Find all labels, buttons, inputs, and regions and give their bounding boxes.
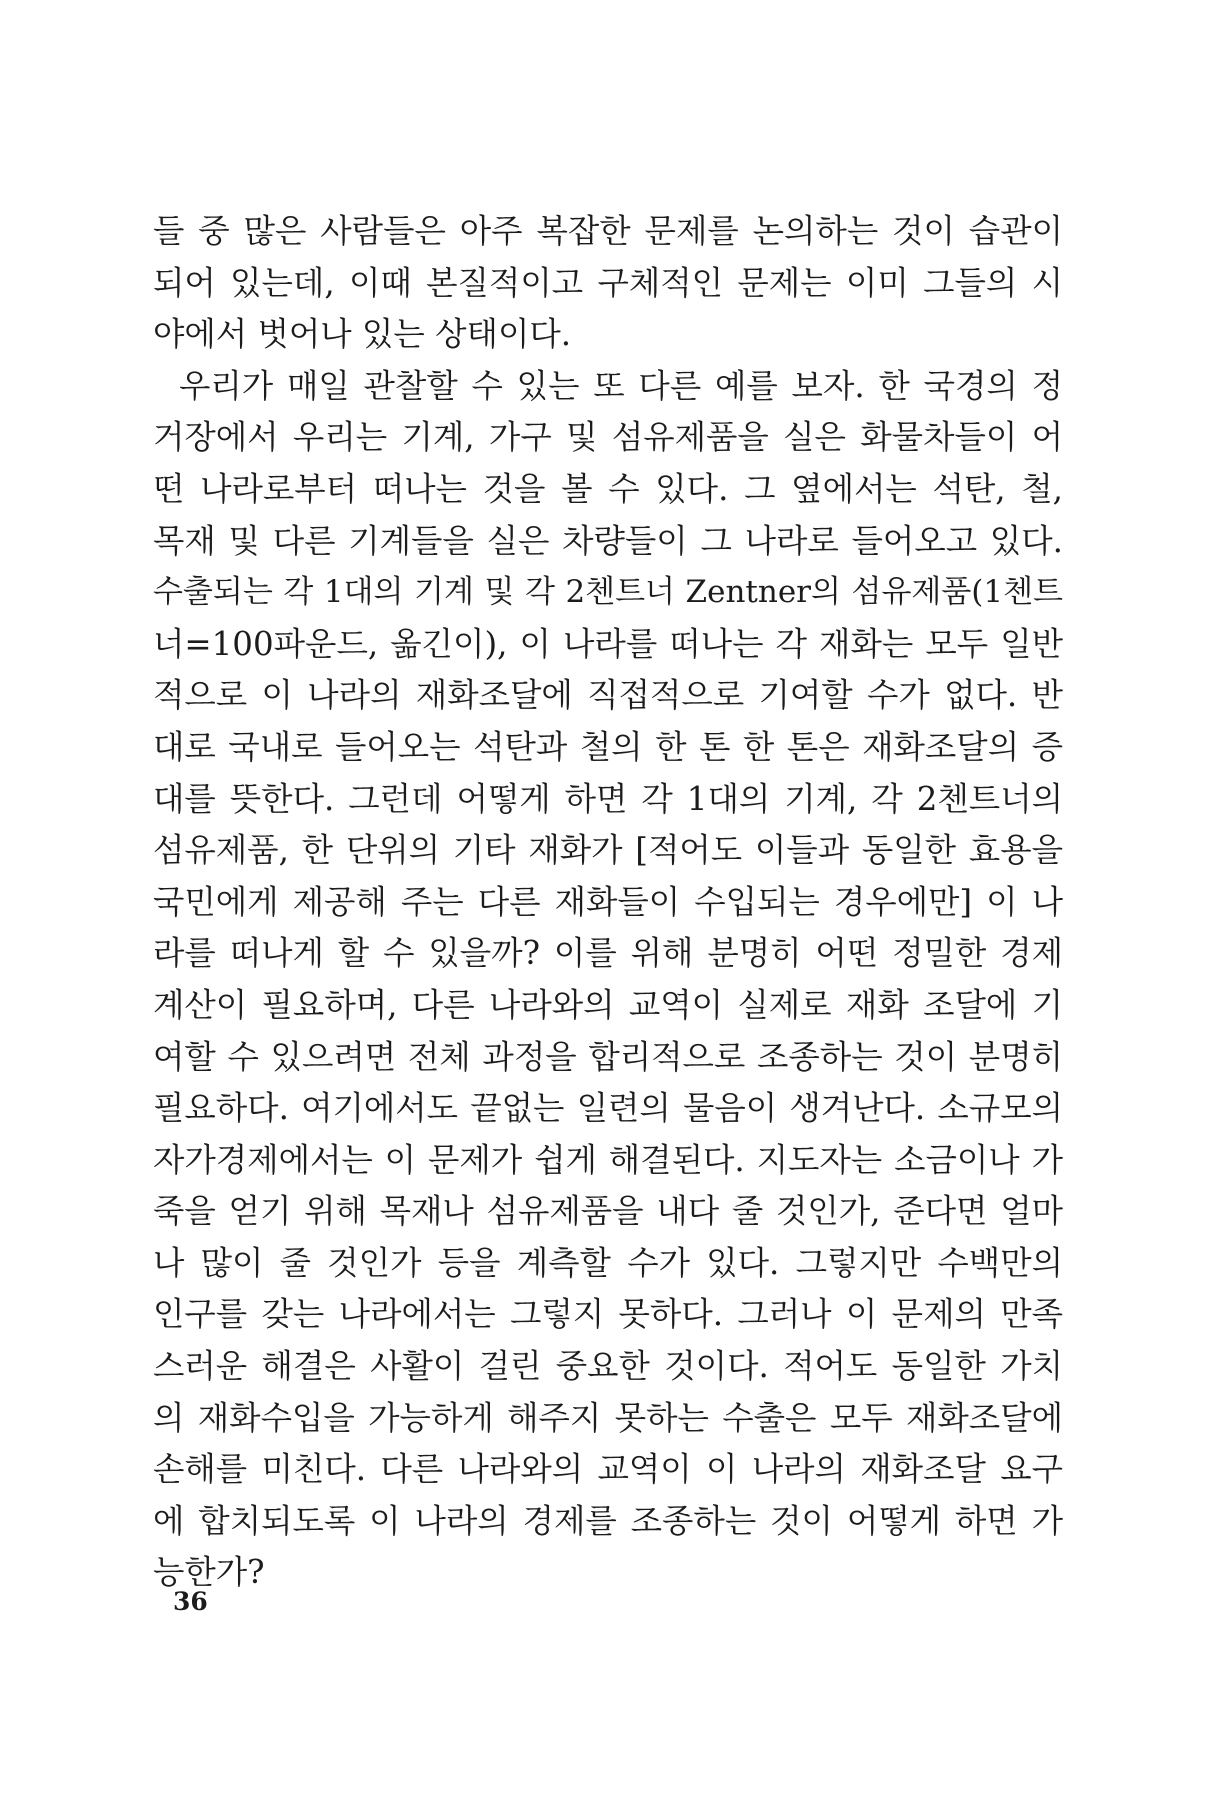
text-line: 적으로 이 나라의 재화조달에 직접적으로 기여할 수가 없다. 반 <box>153 676 1063 715</box>
paragraph-first-line: 우리가 매일 관찰할 수 있는 또 다른 예를 보자. 한 국경의 정 <box>179 366 1063 405</box>
text-line: 야에서 벗어나 있는 상태이다. <box>153 315 572 354</box>
text-line: 대로 국내로 들어오는 석탄과 철의 한 톤 한 톤은 재화조달의 증 <box>153 727 1063 766</box>
text-line: 에 합치되도록 이 나라의 경제를 조종하는 것이 어떻게 하면 가 <box>153 1501 1063 1540</box>
text-line: 대를 뜻한다. 그런데 어떻게 하면 각 1대의 기계, 각 2첸트너의 <box>153 779 1063 818</box>
text-line: 되어 있는데, 이때 본질적이고 구체적인 문제는 이미 그들의 시 <box>153 263 1063 302</box>
text-line: 거장에서 우리는 기계, 가구 및 섬유제품을 실은 화물차들이 어 <box>153 418 1063 457</box>
page-number: 36 <box>173 1587 208 1616</box>
text-line: 자가경제에서는 이 문제가 쉽게 해결된다. 지도자는 소금이나 가 <box>153 1140 1063 1179</box>
text-line: 라를 떠나게 할 수 있을까? 이를 위해 분명히 어떤 정밀한 경제 <box>153 934 1063 973</box>
text-line: 나 많이 줄 것인가 등을 계측할 수가 있다. 그렇지만 수백만의 <box>153 1243 1063 1282</box>
text-line: 여할 수 있으려면 전체 과정을 합리적으로 조종하는 것이 분명히 <box>153 1037 1063 1076</box>
text-line: 섬유제품, 한 단위의 기타 재화가 [적어도 이들과 동일한 효용을 <box>153 831 1063 870</box>
text-line: 죽을 얻기 위해 목재나 섬유제품을 내다 줄 것인가, 준다면 얼마 <box>153 1192 1063 1231</box>
text-line: 손해를 미친다. 다른 나라와의 교역이 이 나라의 재화조달 요구 <box>153 1450 1063 1489</box>
text-line: 필요하다. 여기에서도 끝없는 일련의 물음이 생겨난다. 소규모의 <box>153 1089 1063 1128</box>
text-line: 너=100파운드, 옮긴이), 이 나라를 떠나는 각 재화는 모두 일반 <box>153 624 1063 663</box>
text-line: 스러운 해결은 사활이 걸린 중요한 것이다. 적어도 동일한 가치 <box>153 1347 1063 1386</box>
text-line: 목재 및 다른 기계들을 실은 차량들이 그 나라로 들어오고 있다. <box>153 521 1063 560</box>
text-line: 의 재화수입을 가능하게 해주지 못하는 수출은 모두 재화조달에 <box>153 1398 1063 1437</box>
text-line: 계산이 필요하며, 다른 나라와의 교역이 실제로 재화 조달에 기 <box>153 985 1063 1024</box>
text-line: 들 중 많은 사람들은 아주 복잡한 문제를 논의하는 것이 습관이 <box>153 212 1063 250</box>
text-line: 인구를 갖는 나라에서는 그렇지 못하다. 그러나 이 문제의 만족 <box>153 1295 1063 1334</box>
body-text <box>153 206 1063 1599</box>
text-line: 떤 나라로부터 떠나는 것을 볼 수 있다. 그 옆에서는 석탄, 철, <box>153 469 1063 508</box>
text-line: 수출되는 각 1대의 기계 및 각 2첸트너 Zentner의 섬유제품(1첸트 <box>153 574 1063 611</box>
text-line: 능한가? <box>153 1553 265 1592</box>
text-line: 국민에게 제공해 주는 다른 재화들이 수입되는 경우에만] 이 나 <box>153 882 1063 921</box>
